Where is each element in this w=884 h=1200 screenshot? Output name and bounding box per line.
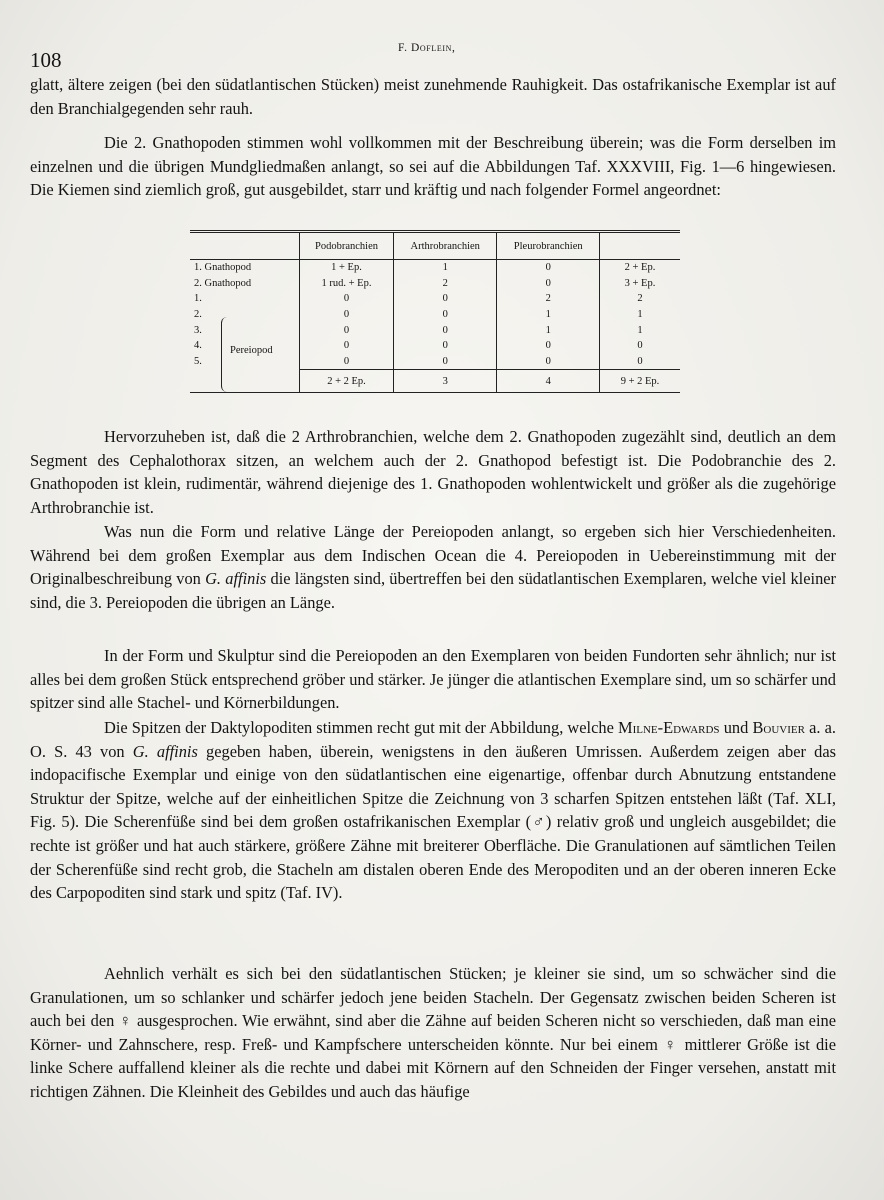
cell-arthro: 0 — [394, 338, 497, 354]
table-row — [190, 291, 680, 307]
paragraph-2: Die 2. Gnathopoden stimmen wohl vollkommen mit der Beschreibung überein; was die Form derselben im einzelnen und die übrigen Mundgliedmaßen anlangt, so sei auf die Abbildungen Taf. XXXVIII, Fig. 1—6 hingewiesen. Die Kiemen sind ziemlich groß, gut ausgebildet, starr und kräftig und nach folgender Formel angeordnet: — [30, 133, 836, 200]
cell-pleuro: 1 — [497, 307, 600, 323]
cell-arthro: 0 — [394, 322, 497, 338]
cell-podo: 1 + Ep. — [300, 260, 394, 276]
row-label: 1. Gnathopod — [194, 262, 252, 274]
species-name: G. affinis — [132, 741, 198, 761]
cell-arthro: 1 — [394, 260, 497, 276]
header-pleurobranchien: Pleurobranchien — [497, 233, 600, 260]
cell-total: 2 + Ep. — [600, 260, 681, 276]
header-podobranchien: Podobranchien — [300, 233, 394, 260]
sum-total: 9 + 2 Ep. — [600, 370, 681, 393]
gill-formula-table — [190, 230, 680, 393]
page-number: 108 — [30, 48, 62, 72]
cell-pleuro: 0 — [497, 354, 600, 370]
row-label: 4. — [194, 340, 202, 352]
cell-podo: 0 — [300, 291, 394, 307]
row-label: 2. — [194, 309, 202, 321]
paragraph-4-text-a: Was nun die Form und relative Länge der Pereiopoden anlangt, so ergeben sich hier Verschiedenheiten. Während bei dem großen Exemplar aus dem Indischen Ocean die 4. Pereiopoden in Uebereinstimmung mit der Originalbeschreibung von — [30, 522, 836, 589]
header-total — [600, 233, 681, 260]
row-label: 1. — [194, 293, 202, 305]
cell-total: 0 — [600, 354, 681, 370]
cell-pleuro: 0 — [497, 338, 600, 354]
pereiopod-label: Pereiopod — [230, 345, 273, 356]
paragraph-7: Aehnlich verhält es sich bei den südatlantischen Stücken; je kleiner sie sind, um so schwächer sind die Granulationen, um so schlanker und schärfer jedoch jene beiden Stacheln. Der Gegensatz zwischen beiden Scheren ist auch bei den ♀ ausgesprochen. Wie erwähnt, sind aber die Zähne auf beiden Scheren nicht so verschieden, daß man eine Körner- und Zahnschere, resp. Freß- und Kampfschere unterscheiden könnte. Nur bei einem ♀ mittlerer Größe ist die linke Schere auffallend kleiner als die rechte und dabei mit Körnern auf den Schneiden der Finger versehen, anstatt mit richtigen Zähnen. Die Kleinheit des Gebildes und auch das häufige — [30, 964, 836, 1101]
paragraph-6-text-c: gegeben haben, überein, wenigstens in den äußeren Umrissen. Außerdem zeigen aber das indopacifische Exemplar und einige von den südatlantischen eine eigenartige, offenbar durch Abnutzung entstandene Struktur der Spitze, welche auf der einheitlichen Spitze die Zeichnung von 3 scharfen Spitzen entstehen läßt (Taf. XLI, Fig. 5). Die Scherenfüße sind bei dem großen ostafrikanischen Exemplar (♂) relativ groß und ungleich ausgebildet; die rechte ist größer und hat auch stärkere, größere Zähne mit breiterer Oberfläche. Die Granulationen auf sämtlichen Teilen der Scherenfüße sind recht grob, die Stacheln am distalen oberen Ende des Meropoditen und an der oberen inneren Ecke des Carpopoditen sind stark und spitz (Taf. IV). — [30, 741, 836, 903]
paragraph-4-text-b: die längsten sind, übertreffen bei den südatlantischen Exemplaren, welche viel kleiner sind, die 3. Pereiopoden die übrigen an Länge. — [30, 569, 836, 612]
cell-arthro: 0 — [394, 354, 497, 370]
table-row — [190, 307, 680, 323]
paragraph-5: In der Form und Skulptur sind die Pereiopoden an den Exemplaren von beiden Fundorten sehr ähnlich; nur ist alles bei dem großen Stück entsprechend gröber und stärker. Je jünger die atlantischen Exemplare sind, um so schärfer und spitzer sind alle Stachel- und Körnerbildungen. — [30, 646, 836, 713]
paragraph-6-and: und — [723, 718, 749, 737]
header-empty — [190, 233, 300, 260]
row-label: 3. — [194, 324, 202, 336]
running-head: F. Doflein, — [398, 42, 456, 54]
paragraph-6-text-a: Die Spitzen der Daktylopoditen stimmen recht gut mit der Abbildung, welche — [104, 718, 614, 737]
pereiopod-brace — [221, 317, 228, 392]
sum-label-empty — [190, 370, 300, 393]
row-label: 2. Gnathopod — [194, 277, 252, 289]
table-row — [190, 276, 680, 292]
paragraph-6 — [30, 716, 836, 905]
cell-pleuro: 0 — [497, 276, 600, 292]
header-arthrobranchien: Arthrobranchien — [394, 233, 497, 260]
author-milne-edwards: Milne-Edwards — [618, 718, 720, 737]
cell-arthro: 2 — [394, 276, 497, 292]
cell-podo: 0 — [300, 307, 394, 323]
paragraph-1: glatt, ältere zeigen (bei den südatlantischen Stücken) meist zunehmende Rauhigkeit. Das ostafrikanische Exemplar ist auf den Branchialgegenden sehr rauh. — [30, 75, 836, 118]
cell-podo: 0 — [300, 322, 394, 338]
paragraph-4 — [30, 520, 836, 614]
table-row — [190, 260, 680, 276]
cell-total: 1 — [600, 307, 681, 323]
gill-table — [190, 233, 680, 392]
row-label: 5. — [194, 356, 202, 368]
cell-total: 0 — [600, 338, 681, 354]
cell-podo: 0 — [300, 338, 394, 354]
sum-arthro: 3 — [394, 370, 497, 393]
cell-pleuro: 0 — [497, 260, 600, 276]
sum-podo: 2 + 2 Ep. — [300, 370, 394, 393]
cell-arthro: 0 — [394, 307, 497, 323]
cell-total: 1 — [600, 322, 681, 338]
author-bouvier: Bouvier — [752, 718, 805, 737]
table-sum-row — [190, 370, 680, 393]
cell-pleuro: 2 — [497, 291, 600, 307]
cell-podo: 1 rud. + Ep. — [300, 276, 394, 292]
species-name: G. affinis — [205, 569, 267, 589]
cell-total: 3 + Ep. — [600, 276, 681, 292]
table-header-row — [190, 233, 680, 260]
cell-podo: 0 — [300, 354, 394, 370]
sum-pleuro: 4 — [497, 370, 600, 393]
paragraph-6-text-b: a. a. O. S. 43 von — [30, 718, 837, 761]
paragraph-3: Hervorzuheben ist, daß die 2 Arthrobranchien, welche dem 2. Gnathopoden zugezählt sind, deutlich an dem Segment des Cephalothorax sitzen, an welchem auch der 2. Gnathopod befestigt ist. Die Podobranchie des 2. Gnathopoden ist klein, rudimentär, während diejenige des 1. Gnathopoden wohlentwickelt und größer als die zugehörige Arthrobranchie ist. — [30, 427, 836, 517]
cell-pleuro: 1 — [497, 322, 600, 338]
cell-arthro: 0 — [394, 291, 497, 307]
table-row — [190, 322, 680, 338]
cell-total: 2 — [600, 291, 681, 307]
